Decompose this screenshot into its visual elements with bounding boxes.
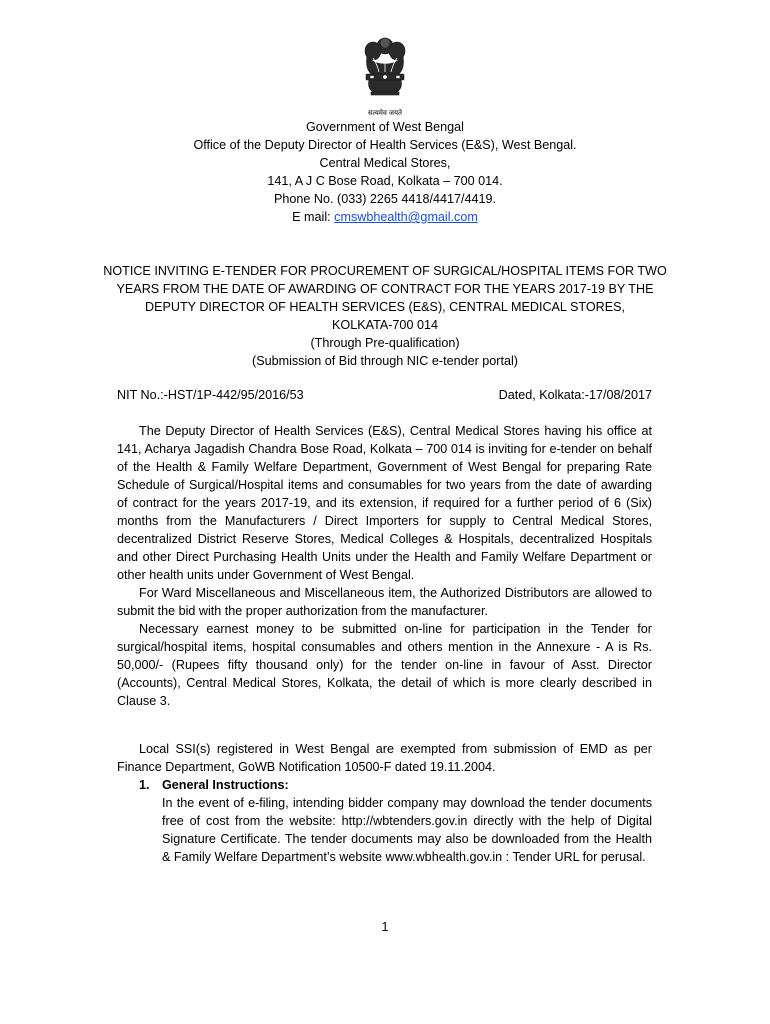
emblem-motto: सत्यमेव जयते (367, 110, 403, 117)
notice-title-line: NOTICE INVITING E-TENDER FOR PROCUREMENT OF SURGICAL/HOSPITAL ITEMS FOR TWO (103, 264, 667, 278)
office-header (100, 118, 670, 226)
general-instructions-section (139, 776, 652, 866)
paragraph: Local SSI(s) registered in West Bengal are exempted from submission of EMD as per Finance Department, GoWB Notification 10500-F dated 19.11.2004. (117, 742, 652, 774)
section-heading (139, 776, 652, 794)
notice-title-line: DEPUTY DIRECTOR OF HEALTH SERVICES (E&S), CENTRAL MEDICAL STORES, (144, 300, 626, 314)
paragraph: The Deputy Director of Health Services (E&S), Central Medical Stores having his office at 141, Acharya Jagadish Chandra Bose Road, Kolkata – 700 014 is inviting for e-tender on behalf of the Health & Family Welfare Department, Government of West Bengal for preparing Rate Schedule of Surgical/Hospital items and consumables for two years from the date of awarding of contract for the years 2017-19, and its extension, if required for a further period of 6 (Six) months from the Manufacturers / Direct Importers for supply to Central Medical Stores, decentralized District Reserve Stores, Medical Colleges & Hospitals, decentralized Hospitals and other Direct Purchasing Health Units under the Health and Family Welfare Department or other health units under Government of West Bengal. (117, 424, 652, 582)
nit-date: Dated, Kolkata:-17/08/2017 (498, 388, 652, 402)
office-address: 141, A J C Bose Road, Kolkata – 700 014. (267, 174, 503, 188)
email-line (100, 208, 670, 226)
notice-title-line: YEARS FROM THE DATE OF AWARDING OF CONTRACT FOR THE YEARS 2017-19 BY THE (116, 282, 654, 296)
page-number: 1 (381, 920, 389, 934)
office-phone: Phone No. (033) 2265 4418/4417/4419. (274, 192, 496, 206)
section-number: 1. (139, 778, 150, 792)
government-name: Government of West Bengal (306, 120, 464, 134)
state-emblem-icon (357, 34, 413, 110)
notice-body (117, 422, 652, 710)
office-name: Office of the Deputy Director of Health Services (E&S), West Bengal. (193, 138, 577, 152)
notice-subtitle: (Submission of Bid through NIC e-tender portal) (252, 354, 518, 368)
notice-subtitle: (Through Pre-qualification) (310, 336, 460, 350)
section-title: General Instructions: (162, 778, 289, 792)
section-text: In the event of e-filing, intending bidder company may download the tender documents free of cost from the website: http://wbtenders.gov.in directly with the help of Digital Signature Certificate. The tender documents may also be downloaded from the Health & Family Welfare Department’s website www.wbhealth.gov.in : Tender URL for perusal. (162, 796, 652, 864)
email-link[interactable]: cmswbhealth@gmail.com (334, 210, 478, 224)
nit-reference-row (117, 386, 652, 404)
paragraph: For Ward Miscellaneous and Miscellaneous item, the Authorized Distributors are allowed to submit the bid with the proper authorization from the manufacturer. (117, 586, 652, 618)
notice-title (100, 262, 670, 370)
email-label: E mail: (292, 210, 335, 224)
nit-number: NIT No.:-HST/1P-442/95/2016/53 (117, 388, 304, 402)
ssi-exemption-block (117, 740, 652, 776)
stores-name: Central Medical Stores, (319, 156, 451, 170)
notice-title-line: KOLKATA-700 014 (332, 318, 438, 332)
paragraph: Necessary earnest money to be submitted on-line for participation in the Tender for surgical/hospital items, hospital consumables and others mention in the Annexure - A is Rs. 50,000/- (Rupees fifty thousand only) for the tender on-line in favour of Asst. Director (Accounts), Central Medical Stores, Kolkata, the detail of which is more clearly described in Clause 3. (117, 622, 652, 708)
